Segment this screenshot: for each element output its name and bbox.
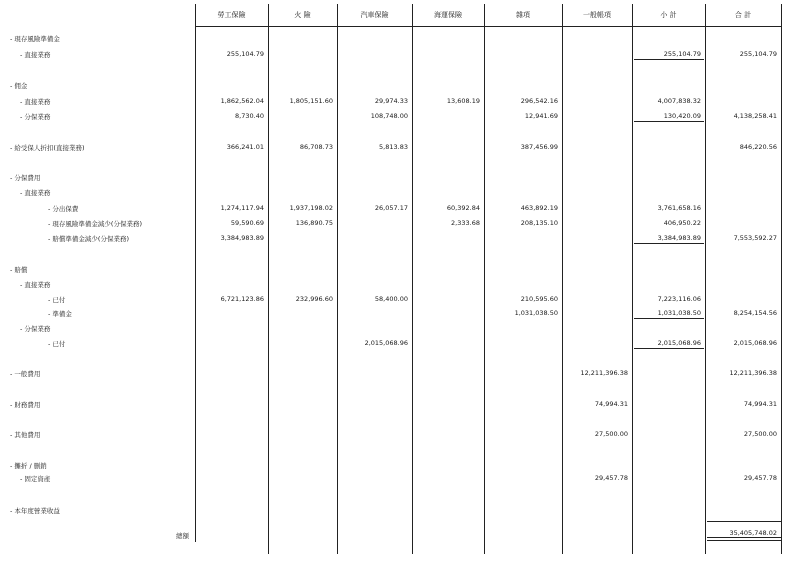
total-value: 35,405,748.02 (729, 529, 777, 537)
cell-value: 6,721,123.86 (220, 295, 264, 303)
cell-value: 2,015,068.96 (733, 339, 777, 347)
column-border (781, 4, 782, 554)
cell-value: 29,457.78 (594, 474, 628, 482)
cell-value: 255,104.79 (663, 50, 701, 58)
column-border (705, 4, 706, 554)
cell-value: 406,950.22 (663, 219, 701, 227)
cell-value: 296,542.16 (520, 97, 558, 105)
column-header: 合 計 (734, 11, 752, 19)
cell-value: 26,057.17 (374, 204, 408, 212)
column-border (412, 4, 413, 554)
column-header: 汽車保險 (360, 11, 389, 19)
cell-value: 1,031,038.50 (514, 309, 558, 317)
column-border (268, 4, 269, 554)
column-border (337, 4, 338, 554)
cell-value: 7,223,116.06 (657, 295, 701, 303)
subtotal-bracket (632, 243, 633, 254)
cell-value: 12,941.69 (524, 112, 558, 120)
cell-value: 8,730.40 (235, 112, 264, 120)
cell-value: 366,241.01 (226, 143, 264, 151)
cell-value: 136,890.75 (295, 219, 333, 227)
financial-statement-table (8, 4, 781, 554)
row-label: - 財務費用 (10, 401, 41, 409)
cell-value: 2,015,068.96 (364, 339, 408, 347)
total-label: 總額 (176, 532, 189, 540)
column-border (484, 4, 485, 554)
row-label: - 直接業務 (20, 98, 51, 106)
cell-value: 29,457.78 (743, 474, 777, 482)
row-label: - 固定資產 (20, 475, 51, 483)
subtotal-underline (634, 59, 704, 60)
cell-value: 130,420.09 (663, 112, 701, 120)
subtotal-underline (634, 318, 704, 319)
cell-value: 387,456.99 (520, 143, 558, 151)
total-rule (707, 537, 781, 538)
cell-value: 74,994.31 (594, 400, 628, 408)
cell-value: 13,608.19 (446, 97, 480, 105)
cell-value: 108,748.00 (370, 112, 408, 120)
cell-value: 232,996.60 (295, 295, 333, 303)
row-label: - 現存風險準備金減少(分保業務) (48, 220, 142, 228)
cell-value: 74,994.31 (743, 400, 777, 408)
subtotal-underline (634, 243, 704, 244)
row-label: - 賠償 (10, 266, 28, 274)
row-label: - 一般費用 (10, 370, 41, 378)
cell-value: 2,333.68 (451, 219, 480, 227)
subtotal-bracket (632, 121, 633, 152)
row-label: - 分保業務 (20, 325, 51, 333)
column-header: 小 計 (660, 11, 677, 19)
cell-value: 208,135.10 (520, 219, 558, 227)
row-label: - 分保業務 (20, 113, 51, 121)
cell-value: 12,211,396.38 (729, 369, 777, 377)
cell-value: 8,254,154.56 (733, 309, 777, 317)
subtotal-underline (634, 121, 704, 122)
column-border (195, 4, 196, 542)
column-header: 海運保險 (434, 11, 462, 19)
row-label: - 準備金 (48, 310, 72, 318)
column-border (562, 4, 563, 554)
cell-value: 3,384,983.89 (220, 234, 264, 242)
row-label: - 直接業務 (20, 189, 51, 197)
row-label: - 賠償準備金減少(分保業務) (48, 235, 129, 243)
cell-value: 846,220.56 (739, 143, 777, 151)
column-header: 一般帳項 (583, 11, 611, 19)
row-label: - 分出保費 (48, 205, 79, 213)
cell-value: 3,761,658.16 (657, 204, 701, 212)
row-label: - 直接業務 (20, 51, 51, 59)
cell-value: 1,862,562.04 (220, 97, 264, 105)
row-label: - 佣金 (10, 82, 28, 90)
row-label: - 已付 (48, 340, 66, 348)
cell-value: 7,553,592.27 (733, 234, 777, 242)
row-label: - 攤折 / 删銷 (10, 462, 47, 470)
cell-value: 58,400.00 (374, 295, 408, 303)
subtotal-bracket (632, 59, 633, 90)
cell-value: 5,813.83 (379, 143, 408, 151)
cell-value: 27,500.00 (743, 430, 777, 438)
total-rule (707, 540, 781, 541)
row-label: - 給受保人折扣(直接業務) (10, 144, 85, 152)
cell-value: 60,392.84 (446, 204, 480, 212)
cell-value: 255,104.79 (739, 50, 777, 58)
row-label: - 直接業務 (20, 281, 51, 289)
column-header: 勞工保險 (217, 11, 246, 19)
row-label: - 其他費用 (10, 431, 41, 439)
subtotal-underline (634, 348, 704, 349)
cell-value: 210,595.60 (520, 295, 558, 303)
cell-value: 4,138,258.41 (733, 112, 777, 120)
cell-value: 255,104.79 (226, 50, 264, 58)
cell-value: 12,211,396.38 (580, 369, 628, 377)
header-divider (195, 26, 781, 27)
row-label: - 已付 (48, 296, 66, 304)
cell-value: 1,805,151.60 (289, 97, 333, 105)
cell-value: 29,974.33 (374, 97, 408, 105)
cell-value: 1,274,117.94 (220, 204, 264, 212)
cell-value: 1,937,198.02 (289, 204, 333, 212)
column-header: 雜項 (516, 11, 530, 19)
column-header: 火 險 (294, 11, 311, 19)
row-label: - 現存風險準備金 (10, 35, 60, 43)
row-label: - 本年度營業收益 (10, 507, 60, 515)
cell-value: 59,590.69 (230, 219, 264, 227)
cell-value: 4,007,838.32 (657, 97, 701, 105)
cell-value: 463,892.19 (520, 204, 558, 212)
cell-value: 2,015,068.96 (657, 339, 701, 347)
row-label: - 分保費用 (10, 174, 41, 182)
subtotal-bracket (632, 348, 633, 360)
cell-value: 3,384,983.89 (657, 234, 701, 242)
cell-value: 27,500.00 (594, 430, 628, 438)
total-rule (707, 521, 781, 522)
cell-value: 1,031,038.50 (657, 309, 701, 317)
cell-value: 86,708.73 (299, 143, 333, 151)
